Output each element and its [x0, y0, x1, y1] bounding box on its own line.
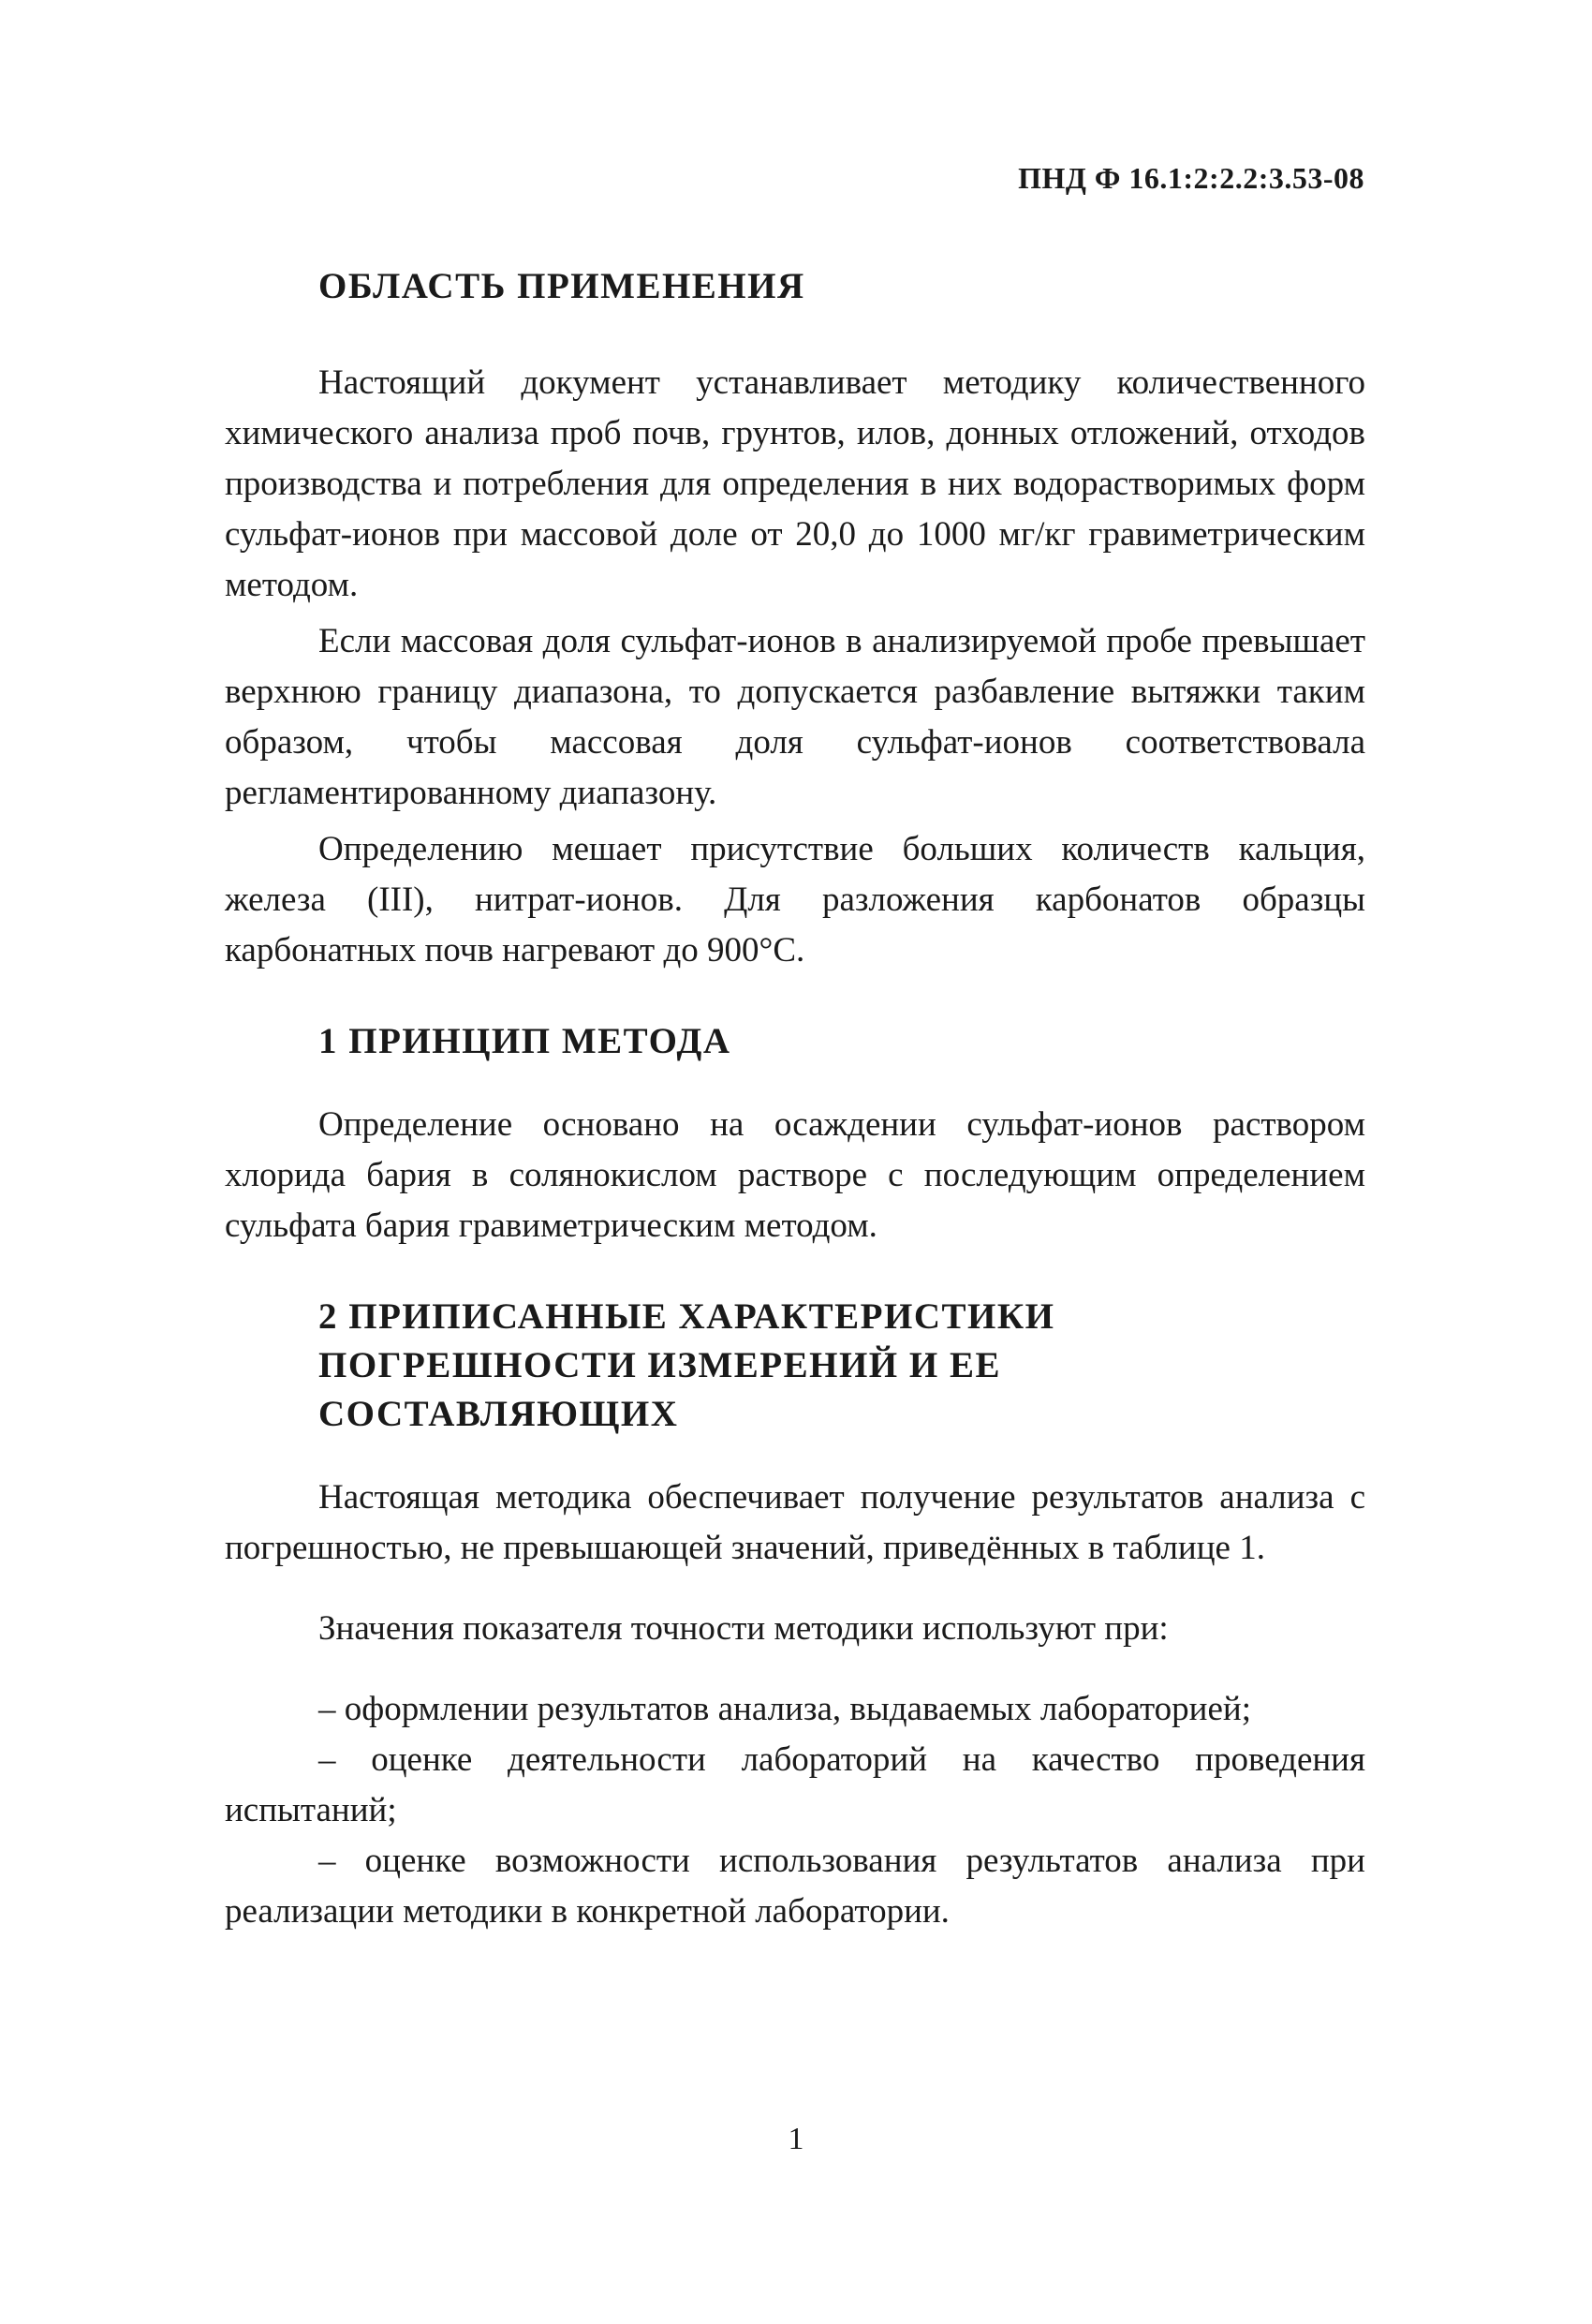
characteristics-paragraph: Настоящая методика обеспечивает получение результатов анализа с погрешностью, не превышающей значений, приведённых в таблице 1. — [225, 1478, 1365, 1567]
list-item: – оформлении результатов анализа, выдаваемых лабораторией; — [318, 1690, 1251, 1728]
scope-paragraph: Если массовая доля сульфат-ионов в анализируемой пробе превышает верхнюю границу диапазона, то допускается разбавление вытяжки таким образом, чтобы массовая доля сульфат-ионов соответствовала регламентированному диапазону. — [225, 622, 1365, 812]
section-heading-principle: 1 ПРИНЦИП МЕТОДА — [318, 1021, 731, 1061]
scope-paragraph: Настоящий документ устанавливает методику количественного химического анализа проб почв, грунтов, илов, донных отложений, отходов производства и потребления для определения в них водорастворимых форм сульфат-ионов при массовой доле от 20,0 до 1000 мг/кг гравиметрическим методом. — [225, 363, 1365, 604]
document-body — [225, 262, 1365, 1937]
document-code: ПНД Ф 16.1:2:2.2:3.53-08 — [1018, 161, 1364, 195]
characteristics-paragraph: Значения показателя точности методики используют при: — [318, 1609, 1169, 1648]
section-heading-characteristics: 2 ПРИПИСАННЫЕ ХАРАКТЕРИСТИКИ ПОГРЕШНОСТИ ИЗМЕРЕНИЙ И ЕЕ СОСТАВЛЯЮЩИХ — [318, 1296, 1055, 1434]
scope-paragraph: Определению мешает присутствие больших количеств кальция, железа (III), нитрат-ионов. Для разложения карбонатов образцы карбонатных почв нагревают до 900°С. — [225, 830, 1365, 970]
list-item: – оценке возможности использования результатов анализа при реализации методики в конкретной лаборатории. — [225, 1842, 1365, 1931]
list-item: – оценке деятельности лабораторий на качество проведения испытаний; — [225, 1740, 1365, 1829]
section-heading-scope: ОБЛАСТЬ ПРИМЕНЕНИЯ — [318, 266, 805, 306]
page-number: 1 — [788, 2122, 804, 2156]
principle-paragraph: Определение основано на осаждении сульфат-ионов раствором хлорида бария в солянокислом растворе с последующим определением сульфата бария гравиметрическим методом. — [225, 1105, 1365, 1245]
